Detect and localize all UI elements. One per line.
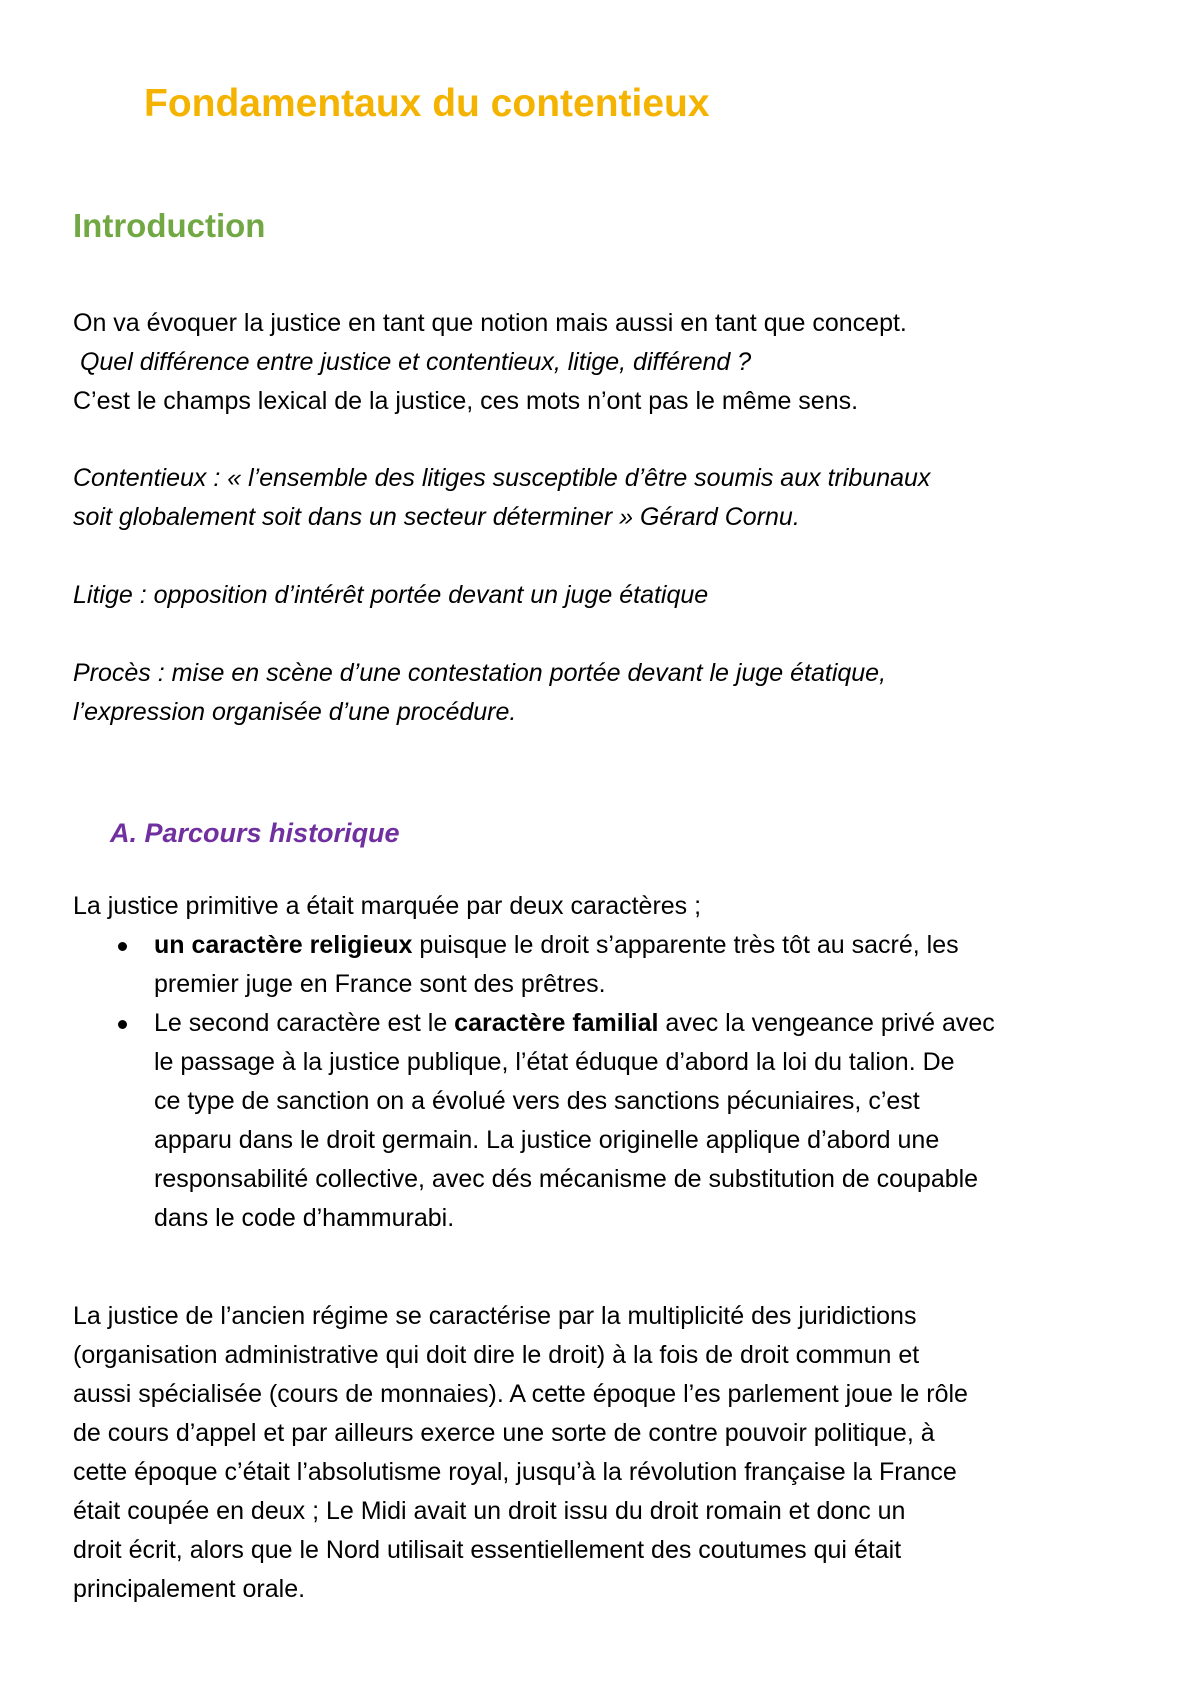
text-line: le passage à la justice publique, l’état éduque d’abord la loi du talion. De bbox=[154, 1048, 955, 1076]
text-line: soit globalement soit dans un secteur déterminer » Gérard Cornu. bbox=[73, 503, 800, 531]
ancien-regime-paragraph bbox=[73, 1297, 1143, 1609]
text-line: aussi spécialisée (cours de monnaies). A cette époque l’es parlement joue le rôle bbox=[73, 1380, 968, 1408]
text-line: dans le code d’hammurabi. bbox=[154, 1204, 455, 1232]
text-line: responsabilité collective, avec dés mécanisme de substitution de coupable bbox=[154, 1165, 979, 1193]
text-line: Procès : mise en scène d’une contestation portée devant le juge étatique, bbox=[73, 659, 887, 687]
section-a-heading: A. Parcours historique bbox=[110, 818, 400, 848]
text-line: C’est le champs lexical de la justice, ces mots n’ont pas le même sens. bbox=[73, 387, 859, 415]
document-title: Fondamentaux du contentieux bbox=[144, 82, 710, 125]
list-item-prefix: Le second caractère est le bbox=[154, 1009, 455, 1037]
list-item-religious bbox=[110, 926, 1140, 1004]
definition-contentieux bbox=[73, 459, 1143, 537]
bullet-icon bbox=[118, 1020, 127, 1029]
text-line: Contentieux : « l’ensemble des litiges susceptible d’être soumis aux tribunaux bbox=[73, 464, 931, 492]
text-line: La justice de l’ancien régime se caractérise par la multiplicité des juridictions bbox=[73, 1302, 917, 1330]
text-line: La justice primitive a était marquée par deux caractères ; bbox=[73, 892, 702, 920]
text-line: de cours d’appel et par ailleurs exerce une sorte de contre pouvoir politique, à bbox=[73, 1419, 935, 1447]
text-line: était coupée en deux ; Le Midi avait un droit issu du droit romain et donc un bbox=[73, 1497, 906, 1525]
list-item-rest: puisque le droit s’apparente très tôt au sacré, les bbox=[412, 931, 959, 959]
definition-proces bbox=[73, 654, 1143, 732]
text-line: premier juge en France sont des prêtres. bbox=[154, 970, 606, 998]
text-line: cette époque c’était l’absolutisme royal, jusqu’à la révolution française la France bbox=[73, 1458, 957, 1486]
text-line-question: Quel différence entre justice et contentieux, litige, différend ? bbox=[73, 348, 752, 376]
text-line: droit écrit, alors que le Nord utilisait essentiellement des coutumes qui était bbox=[73, 1536, 902, 1564]
section-a-intro bbox=[73, 887, 1143, 926]
list-item-rest: avec la vengeance privé avec bbox=[658, 1009, 995, 1037]
list-item-text bbox=[154, 926, 1144, 1004]
text-line: ce type de sanction on a évolué vers des sanctions pécuniaires, c’est bbox=[154, 1087, 920, 1115]
text-line: apparu dans le droit germain. La justice originelle applique d’abord une bbox=[154, 1126, 940, 1154]
introduction-heading: Introduction bbox=[73, 207, 266, 244]
list-item-first-line bbox=[154, 926, 1144, 965]
text-line: Litige : opposition d’intérêt portée devant un juge étatique bbox=[73, 581, 709, 609]
list-item-text bbox=[154, 1004, 1144, 1238]
introduction-paragraph bbox=[73, 304, 1143, 421]
list-item-first-line bbox=[154, 1004, 1144, 1043]
definition-litige bbox=[73, 576, 1143, 615]
text-line: On va évoquer la justice en tant que notion mais aussi en tant que concept. bbox=[73, 309, 907, 337]
text-line: l’expression organisée d’une procédure. bbox=[73, 698, 517, 726]
bullet-icon bbox=[118, 942, 127, 951]
list-item-bold-term: un caractère religieux bbox=[154, 931, 413, 959]
text-line: (organisation administrative qui doit dire le droit) à la fois de droit commun et bbox=[73, 1341, 920, 1369]
text-line: principalement orale. bbox=[73, 1575, 306, 1603]
list-item-bold-term: caractère familial bbox=[454, 1009, 659, 1037]
list-item-familial bbox=[110, 1004, 1140, 1238]
